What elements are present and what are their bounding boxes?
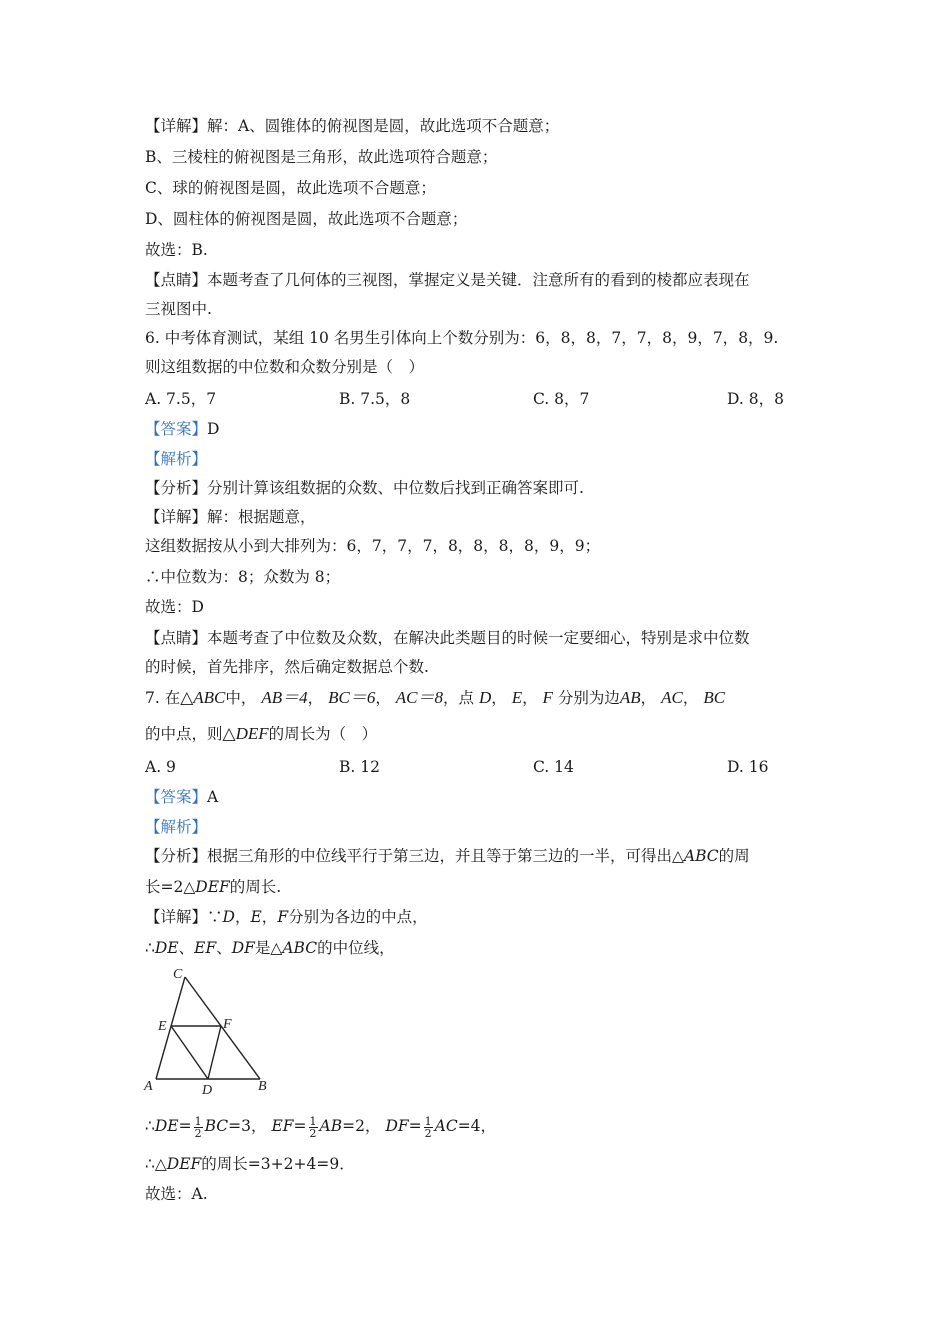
- q7-stem-2: 的中点，则△DEF的周长为（ ）: [145, 724, 378, 743]
- q6-comment-1: 【点睛】本题考查了中位数及众数，在解决此类题目的时候一定要细心，特别是求中位数: [145, 629, 750, 647]
- eq-bc: BC＝6: [328, 688, 376, 707]
- solution-line-a: 【详解】解：A、圆锥体的俯视图是圆，故此选项不合题意；: [145, 117, 560, 135]
- q7-answer: [145, 787, 218, 807]
- q6-sorted-data: 这组数据按从小到大排列为：6，7，7，7，8，8，8，8，9，9；: [145, 537, 601, 555]
- label-f: F: [223, 1017, 232, 1032]
- answer-value: A: [207, 788, 219, 806]
- label-b: B: [258, 1079, 267, 1094]
- q7-option-c: C. 14: [533, 758, 574, 776]
- eq-ab: AB＝4: [261, 688, 308, 707]
- label-e: E: [158, 1019, 167, 1034]
- q6-option-d: D. 8，8: [727, 390, 784, 408]
- solution-line-d: D、圆柱体的俯视图是圆，故此选项不合题意；: [145, 210, 468, 228]
- midline-ed: [171, 1026, 208, 1079]
- q6-stem-1: 6. 中考体育测试，某组 10 名男生引体向上个数分别为：6，8，8，7，7，8，9，7，8，9.: [145, 329, 779, 347]
- q6-option-a: A. 7.5，7: [145, 390, 217, 408]
- q7-xiangjie: 【详解】∵D，E，F分别为各边的中点，: [145, 908, 428, 926]
- triangle-def: △DEF: [222, 724, 269, 743]
- fraction-half: $\frac{1}{2}$: [194, 1114, 202, 1140]
- answer-tag: 【答案】: [145, 420, 208, 438]
- solution-line-b: B、三棱柱的俯视图是三角形，故此选项符合题意；: [145, 148, 498, 166]
- q6-option-c: C. 8，7: [533, 390, 590, 408]
- q6-answer: [145, 419, 219, 439]
- q7-fenxi-1: 【分析】根据三角形的中位线平行于第三边，并且等于第三边的一半，可得出△ABC的周: [145, 847, 750, 865]
- q6-fenxi: 【分析】分别计算该组数据的众数、中位数后找到正确答案即可.: [145, 479, 584, 497]
- q6-choice: 故选：D: [145, 598, 204, 616]
- q6-result: ∴中位数为：8；众数为 8；: [145, 568, 341, 586]
- fraction-half: $\frac{1}{2}$: [424, 1114, 432, 1140]
- triangle-abc: △ABC: [180, 688, 226, 707]
- q7-choice: 故选：A.: [145, 1185, 208, 1203]
- solution-line-c: C、球的俯视图是圆，故此选项不合题意；: [145, 179, 436, 197]
- q6-option-b: B. 7.5，8: [339, 390, 411, 408]
- eq-ac: AC＝8: [395, 688, 444, 707]
- label-a: A: [144, 1079, 153, 1094]
- q7-option-b: B. 12: [339, 758, 380, 776]
- answer-tag: 【答案】: [145, 788, 208, 806]
- answer-value: D: [207, 420, 220, 438]
- choice-line: 故选：B.: [145, 241, 208, 259]
- q6-stem-2: 则这组数据的中位数和众数分别是（ ）: [145, 358, 425, 376]
- label-d: D: [202, 1083, 213, 1097]
- q6-comment-2: 的时候，首先排序，然后确定数据总个数.: [145, 658, 429, 676]
- q7-perimeter: ∴△DEF的周长=3+2+4=9．: [145, 1155, 355, 1173]
- q7-midlines: ∴DE、EF、DF是△ABC的中位线，: [145, 939, 395, 957]
- q7-stem-1: 7. 在△ABC中， AB＝4， BC＝6， AC＝8，点 D， E， F 分别为边AB， AC， BC: [145, 688, 726, 707]
- label-c: C: [173, 967, 183, 982]
- comment-line-2: 三视图中.: [145, 300, 212, 318]
- q7-calc: ∴DE= $\frac{1}{2}$ BC=3， EF= $\frac{1}{2}$ AB=2， DF= $\frac{1}{2}$ AC=4，: [145, 1114, 497, 1140]
- comment-line-1: 【点睛】本题考查了几何体的三视图，掌握定义是关键．注意所有的看到的棱都应表现在: [145, 271, 750, 289]
- q7-fenxi-2: 长=2△DEF的周长.: [145, 878, 282, 896]
- q7-option-a: A. 9: [145, 758, 176, 776]
- triangle-diagram: [140, 962, 275, 1097]
- midline-fd: [208, 1026, 221, 1079]
- fraction-half: $\frac{1}{2}$: [309, 1114, 317, 1140]
- q7-option-d: D. 16: [727, 758, 769, 776]
- q6-xiangjie: 【详解】解：根据题意，: [145, 508, 316, 526]
- q7-analysis-tag: 【解析】: [145, 818, 208, 836]
- q6-analysis-tag: 【解析】: [145, 450, 208, 468]
